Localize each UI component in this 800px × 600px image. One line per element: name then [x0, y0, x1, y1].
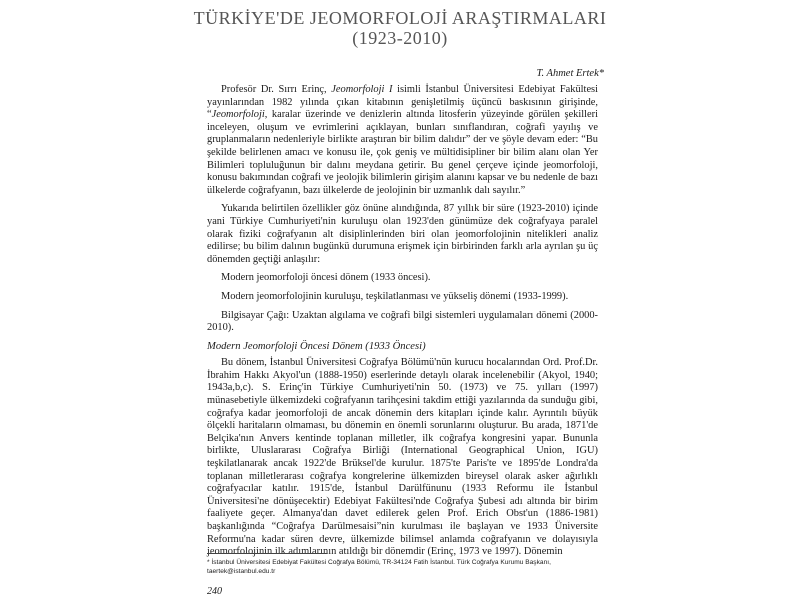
quoted-term: Jeomorfoloji [211, 109, 265, 121]
paper-title-main: TÜRKİYE'DE JEOMORFOLOJİ ARAŞTIRMALARI [193, 8, 607, 28]
footnote-email: taertek@istanbul.edu.tr [207, 568, 276, 575]
paragraph-intro-text-b: isimli İstanbul Üniversitesi Edebiyat Fakültesi yayınlarından 1982 yılında çıkan kitabının genişletilmiş üçüncü baskısının girişinde, “ [207, 84, 598, 121]
article-body [207, 84, 598, 565]
paragraph-intro-text-c: , karalar üzerinde ve denizlerin altında litosferin yüzeyinde görülen şekilleri inceleyen, oluşum ve evrimlerini açıklayan, bunları sınıflandıran, coğrafi yayılış ve gruplanmaların nedenleriyle birlikte araştıran bir bilim dalıdır” der ve şöyle devam eder: “Bu şekilde belirlenen amacı ve konusu ile, çok geniş ve mültidisipliner bir bilim alanı olan Yer Bilimleri topluluğunun bir dalını meydana getirir. Bu genel çerçeve içinde jeomorfoloji, konusu bakımından coğrafi ve jeolojik bilimlerin girişim alanını kapsar ve bu nedenle de bazı ülkelerde coğrafyanın, bazı ülkelerde de jeolojinin bir uzmanlık dalı sayılır.” [207, 109, 598, 196]
paragraph-pre-modern: Bu dönem, İstanbul Üniversitesi Coğrafya Bölümü'nün kurucu hocalarından Ord. Prof.Dr. İbrahim Hakkı Akyol'un (1888-1950) eserlerinde detaylı olarak incelenebilir (Akyol, 1940; 1943a,b,c). S. Erinç'in Türkiye Cumhuriyeti'nin 50. (1973) ve 75. yılları (1997) münasebetiyle ülkemizdeki coğrafyanın tarihçesini takdim ettiği yazılarında da sunduğu gibi, coğrafya kadar jeomorfoloji de ancak dönemin ders kitapları içinde kalır. Ayrıntılı büyük ölçekli haritaların olmaması, bu dönemin en önemli sorunlarını oluşturur. Bu arada, 1871'de Belçika'nın Anvers kentinde toplanan milletler, ilk coğrafya kongresini yapar. Bununla birlikte, Uluslararası Coğrafya Birliği (International Geographical Union, IGU) teşkilatlanarak ancak 1922'de Brüksel'de kurulur. 1875'te Paris'te ve 1895'de Londra'da toplanan milletlerarası coğrafya kongrelerine ülkemizden bireysel olarak asker ağırlıklı coğrafyacılar katılır. 1915'de, İstanbul Darülfünunu (1933 Reformu ile İstanbul Üniversitesi'ne dönüşecektir) Edebiyat Fakültesi'nde Coğrafya Şubesi adı altında bir birim faaliyete geçer. Almanya'dan davet edilerek gelen Prof. Erich Obst'un (1886-1981) başkanlığında “Coğrafya Darülmesaisi”nin kurulması ile başlayan ve 1933 Üniversite Reformu'na kadar süren devre, ülkemizde bilimsel anlamda coğrafyanın ve dolayısıyla jeomorfolojinin ilk adımlarının atıldığı bir dönemdir (Erinç, 1973 ve 1997). Dönemin [207, 357, 598, 558]
section-heading: Modern Jeomorfoloji Öncesi Dönem (1933 Öncesi) [207, 340, 426, 352]
paragraph-periods: Yukarıda belirtilen özellikler göz önüne alındığında, 87 yıllık bir süre (1923-2010) içinde yani Türkiye Cumhuriyeti'nin kuruluşu olan 1923'den günümüze dek coğrafyaya paralel olarak fiziki coğrafyanın alt disiplinlerinden biri olan jeomorfolojinin nitelikleri analiz edilirse; bu bilim dalının bugünkü durumuna erişmek için birbirinden farklı arla ayrılan şu üç dönemden geçtiği anlaşılır: [207, 203, 598, 265]
paper-title-years: (1923-2010) [352, 28, 448, 48]
footnote-divider [207, 553, 327, 554]
footnote-affiliation: * İstanbul Üniversitesi Edebiyat Fakültesi Coğrafya Bölümü, TR-34124 Fatih İstanbul. Türk Coğrafya Kurumu Başkanı, [207, 559, 551, 566]
footnote [207, 558, 598, 576]
period-item-2: Modern jeomorfolojinin kuruluşu, teşkilatlanması ve yükseliş dönemi (1933-1999). [221, 290, 569, 302]
period-item-1: Modern jeomorfoloji öncesi dönem (1933 öncesi). [221, 272, 431, 284]
period-item-3: Bilgisayar Çağı: Uzaktan algılama ve coğrafi bilgi sistemleri uygulamaları dönemi (2000-2010). [207, 309, 598, 334]
paragraph-intro [207, 84, 598, 197]
paper-title [180, 8, 620, 48]
author-name: T. Ahmet Ertek* [536, 68, 604, 79]
book-title: Jeomorfoloji I [331, 84, 393, 95]
paragraph-intro-text-a: Profesör Dr. Sırrı Erinç, [221, 84, 332, 95]
page-number: 240 [207, 586, 222, 597]
